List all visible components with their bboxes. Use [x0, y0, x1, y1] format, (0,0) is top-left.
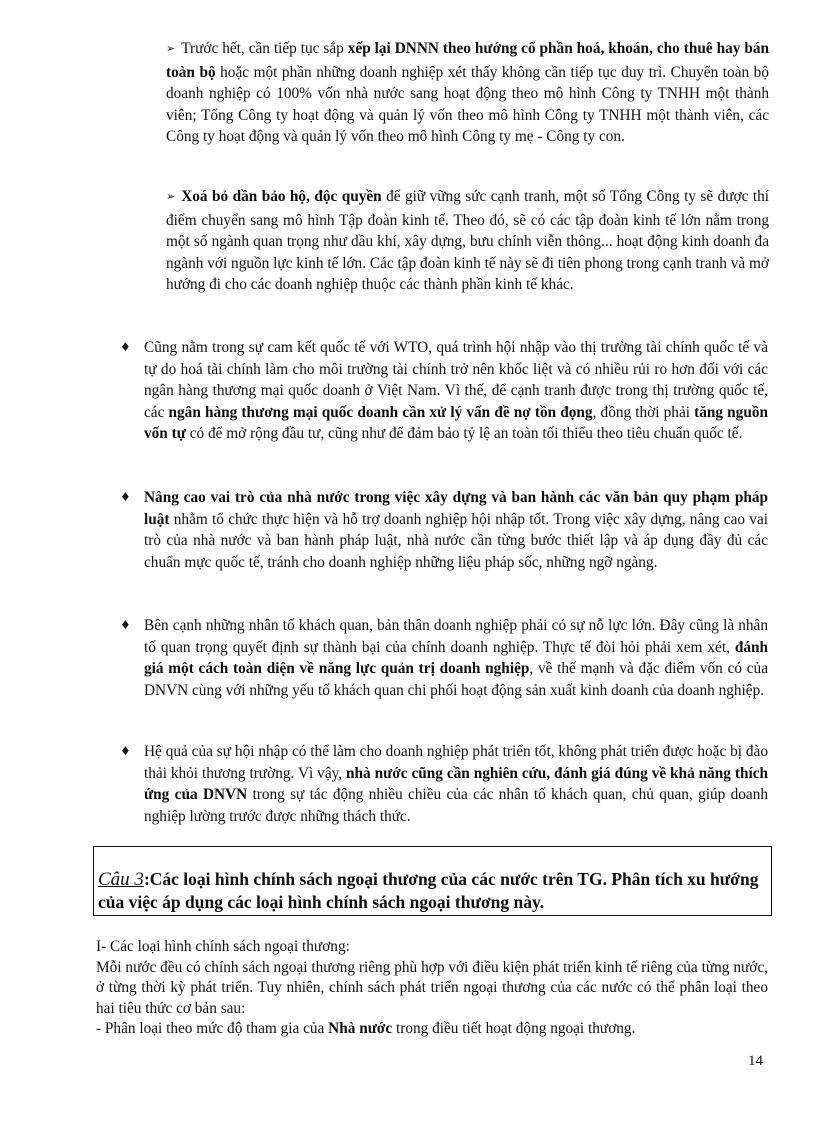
bold-run: nhà nước cũng cần nghiên cứu, đánh giá đúng về khả năng thích ứng của DNVN	[144, 764, 769, 804]
sub-point-restructure-soe	[166, 38, 769, 148]
text-run: Hệ quả của sự hội nhập có thể làm cho doanh nghiệp phát triển tốt, không phát triển được hoặc bị đào thải khỏi thương trường. Vì vậy,	[144, 743, 768, 782]
diamond-bullet-icon: ♦	[120, 744, 131, 758]
bullet-banking-wto	[120, 337, 768, 445]
section-heading-text: I- Các loại hình chính sách ngoại thương	[96, 938, 346, 955]
question-number: Câu 3	[98, 869, 144, 890]
bullet-integration-consequences	[120, 741, 769, 827]
text-run: để giữ vững sức cạnh tranh, một số Tổng Công ty sẽ được thí điểm chuyển sang mô hình Tập đoàn kinh tế. Theo đó, sẽ có các tập đoàn kinh tế lớn nằm trong một số ngành quan trọng như dầu khí, xây dựng, bưu chính viễn thông... hoạt động kinh doanh đa ngành với nguồn lực kinh tế lớn. Các tập đoàn kinh tế này sẽ đi tiên phong trong cạnh tranh và mở hướng đi cho các doanh nghiệp thuộc các thành phần kinh tế khác.	[166, 188, 769, 294]
arrow-bullet-icon: ➢	[166, 43, 176, 55]
section-heading-colon: :	[345, 938, 350, 955]
text-run: - Phân loại theo mức độ tham gia của	[96, 1020, 329, 1038]
text-run: Trước hết, cần tiếp tục sắp	[181, 40, 348, 57]
bullet-enterprise-effort	[120, 615, 768, 701]
question-separator: :	[143, 869, 150, 889]
text-run: , về thế mạnh và đặc điểm vốn có của DNVN cùng với những yếu tố khách quan chi phối hoạt động sản xuất kinh doanh của doanh nghiệp.	[144, 660, 768, 699]
bold-run: Nhà nước	[328, 1020, 393, 1038]
text-run: nhằm tổ chức thực hiện và hỗ trợ doanh nghiệp hội nhập tốt. Trong việc xây dựng, nâng cao vai trò của nhà nước và ban hành pháp luật, nhà nước cần từng bước thiết lập và áp dụng đầy đủ các chuẩn mực quốc tế, tránh cho doanh nghiệp những liệu pháp sốc, những ngỡ ngàng.	[144, 510, 768, 571]
section-paragraph: Mỗi nước đều có chính sách ngoại thương riêng phù hợp với điều kiện phát triển kinh tế riêng của từng nước, ở từng thời kỳ phát triển. Tuy nhiên, chính sách phát triển ngoại thương của các nước có thể phân loại theo hai tiêu thức cơ bản sau:	[96, 958, 768, 1017]
bold-run: tăng nguồn vốn tự	[144, 403, 768, 443]
text-run: Bên cạnh những nhân tố khách quan, bản thân doanh nghiệp phải có sự nỗ lực lớn. Đây cũng là nhân tố quan trọng quyết định sự thành bại của chính doanh nghiệp. Thực tế đòi hỏi phải xem xét,	[144, 617, 768, 656]
bold-run: ngân hàng thương mại quốc doanh cần xử lý vấn đề nợ tồn đọng	[168, 403, 593, 421]
text-run: hoặc một phần những doanh nghiệp xét thấy không cần tiếp tục duy trì. Chuyển toàn bộ doanh nghiệp có 100% vốn nhà nước sang hoạt động theo mô hình Công ty TNHH một thành viên; Tổng Công ty hoạt động và quản lý vốn theo mô hình Công ty TNHH một thành viên, các Công ty hoạt động và quản lý vốn theo mô hình Công ty mẹ - Công ty con.	[166, 63, 769, 146]
diamond-bullet-icon: ♦	[120, 340, 131, 354]
section-line-classification	[96, 1019, 768, 1040]
bold-run: Xoá bỏ dần bảo hộ, độc quyền	[181, 188, 382, 205]
sub-point-remove-protection	[166, 186, 769, 296]
bullet-state-legal-role	[120, 487, 768, 573]
text-run: , đồng thời phải	[592, 403, 695, 421]
section-body	[96, 937, 768, 1040]
text-run: có để mở rộng đầu tư, cũng như để đảm bảo tỷ lệ an toàn tối thiểu theo tiêu chuẩn quốc tế.	[185, 425, 743, 443]
bold-run: Nâng cao vai trò của nhà nước trong việc xây dựng và ban hành các văn bản quy phạm pháp luật	[144, 489, 768, 528]
text-run: Cũng nằm trong sự cam kết quốc tế với WTO, quá trình hội nhập vào thị trường tài chính quốc tế và tự do hoá tài chính làm cho môi trường tài chính trở nên khốc liệt và có nhiều rủi ro hơn đối với các ngân hàng thương mại quốc doanh ở Việt Nam. Vì thế, để cạnh tranh được trong thị trường quốc tế, các	[144, 339, 768, 421]
diamond-bullet-icon: ♦	[120, 490, 131, 504]
text-run: trong sự tác động nhiều chiều của các nhân tố khách quan, chủ quan, giúp doanh nghiệp lường trước được những thách thức.	[144, 786, 769, 825]
text-run: trong điều tiết hoạt động ngoại thương.	[392, 1020, 636, 1038]
bold-run: đánh giá một cách toàn diện về năng lực quản trị doanh nghiệp	[144, 638, 768, 678]
question-text: Các loại hình chính sách ngoại thương của các nước trên TG. Phân tích xu hướng của việc áp dụng các loại hình chính sách ngoại thương này.	[98, 869, 759, 912]
bold-run: xếp lại DNNN theo hướng cổ phần hoá, khoán, cho thuê hay bán toàn bộ	[166, 40, 770, 81]
arrow-bullet-icon: ➢	[166, 191, 176, 203]
question-box	[93, 846, 772, 916]
page-number: 14	[748, 1053, 763, 1069]
section-heading	[96, 937, 768, 958]
diamond-bullet-icon: ♦	[120, 618, 131, 632]
